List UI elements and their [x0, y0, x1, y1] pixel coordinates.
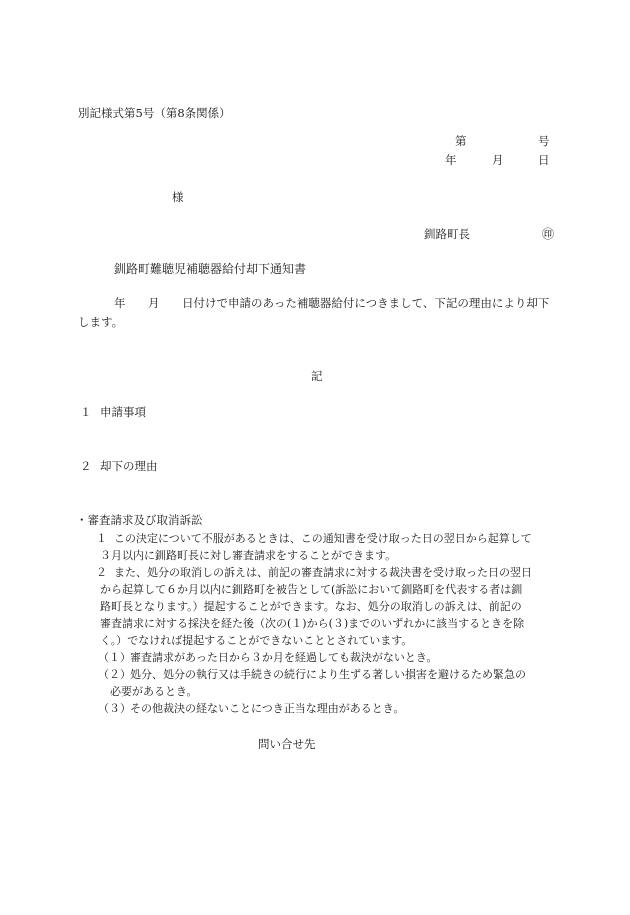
notice-p1-line1: この決定について不服があるときは、この通知書を受け取った日の翌日から起算して	[114, 532, 532, 545]
sub-item-2-number: （２）	[98, 668, 131, 681]
sub-item-3-number: （３）	[98, 702, 131, 715]
item-2-number: ２	[80, 459, 92, 473]
date-year: 年	[445, 153, 457, 167]
item-1-label: 申請事項	[100, 405, 146, 419]
ki-label: 記	[311, 369, 323, 383]
notice-p2-line3: 路町長となります。）提起することができます。なお、処分の取消しの訴えは、前記の	[100, 600, 522, 613]
body-month: 月	[148, 296, 160, 310]
seal-mark: ㊞	[542, 227, 555, 241]
sub-item-1-line1: 審査請求があった日から３か月を経過しても裁決がないとき。	[130, 651, 438, 664]
notice-p2-line2: から起算して６か月以内に釧路町を被告として(訴訟において釧路町を代表する者は釧	[100, 583, 523, 596]
notice-heading: ・審査請求及び取消訴訟	[76, 513, 203, 527]
item-2-label: 却下の理由	[100, 459, 158, 473]
notice-p2-line4: 審査請求に対する採決を経た後（次の(１)から(３)までのいずれかに該当するときを除	[100, 617, 525, 630]
contact-label: 問い合せ先	[258, 737, 316, 751]
form-label: 別記様式第5号（第8条関係）	[78, 106, 231, 120]
body-year: 年	[114, 296, 126, 310]
item-1-number: １	[80, 405, 92, 419]
notice-p2-line1: また、処分の取消しの訴えは、前記の審査請求に対する裁決書を受け取った日の翌日	[114, 566, 532, 579]
date-month: 月	[492, 153, 504, 167]
doc-number-dai: 第	[455, 134, 467, 148]
sub-item-3-line1: その他裁決の経ないことにつき正当な理由があるとき。	[130, 702, 405, 715]
addressee-honorific: 様	[172, 190, 184, 204]
sub-item-1-number: （１）	[98, 651, 131, 664]
body-text-line2: します。	[78, 315, 124, 329]
notice-p2-line5: く。）でなければ提起することができないこととされています。	[100, 634, 413, 647]
date-day: 日	[538, 153, 550, 167]
doc-number-go: 号	[538, 134, 550, 148]
sub-item-2-line2: 必要があるとき。	[110, 685, 198, 698]
sender-title: 釧路町長	[424, 227, 470, 241]
body-text-line1: 日付けで申請のあった補聴器給付につきまして、下記の理由により却下	[182, 296, 550, 310]
sub-item-2-line1: 処分、処分の執行又は手続きの続行により生ずる著しい損害を避けるため緊急の	[130, 668, 526, 681]
notice-p1-line2: ３月以内に釧路町長に対し審査請求をすることができます。	[100, 549, 397, 562]
notice-p1-number: １	[96, 532, 107, 545]
notice-p2-number: ２	[96, 566, 107, 579]
document-title: 釧路町難聴児補聴器給付却下通知書	[114, 262, 307, 276]
